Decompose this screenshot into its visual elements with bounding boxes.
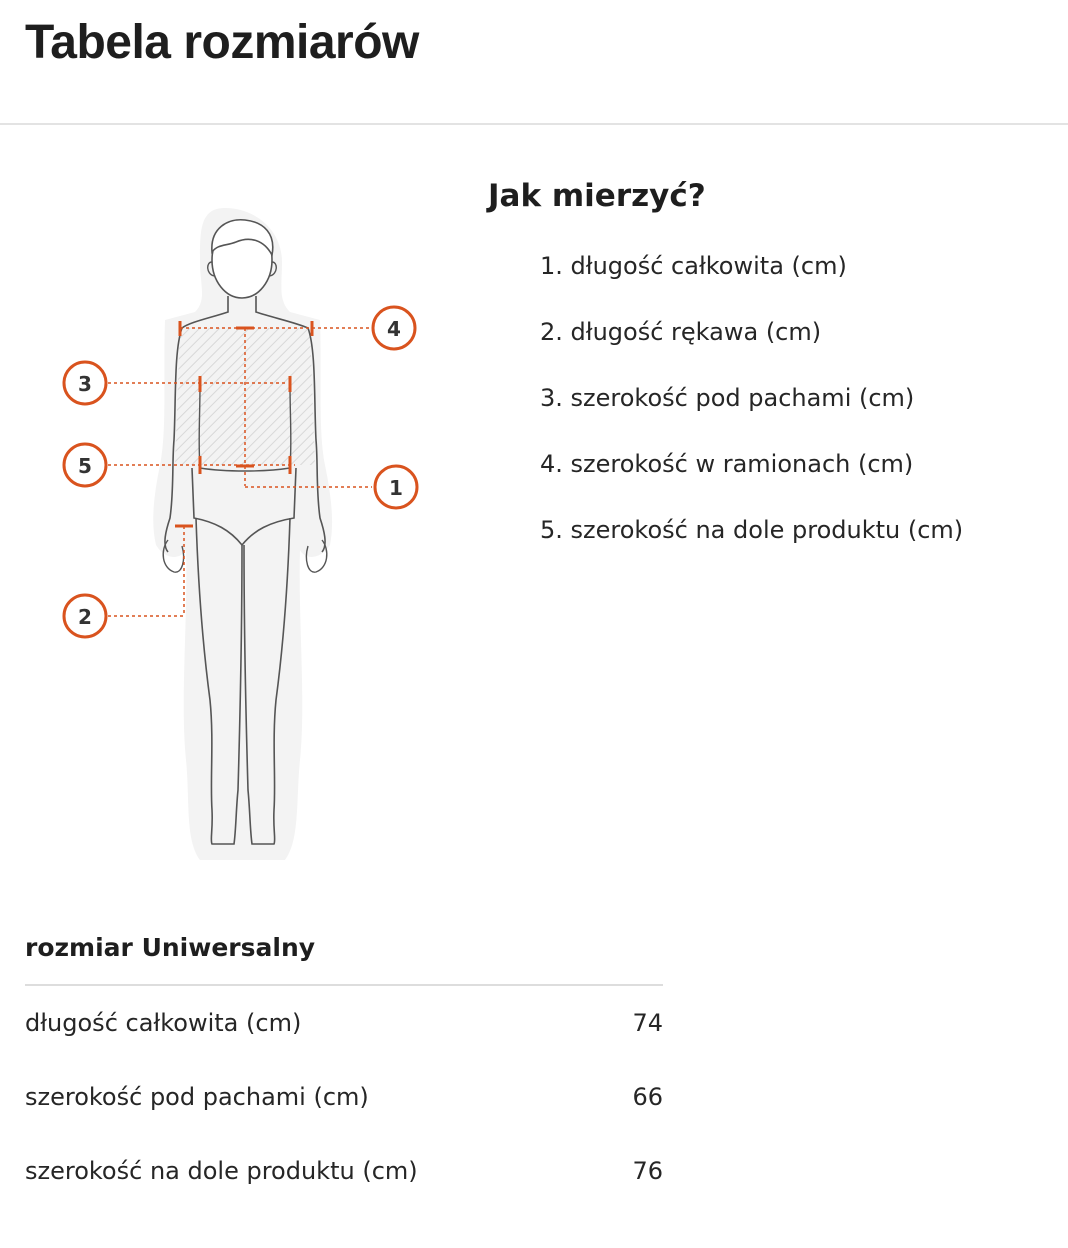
marker-4 <box>373 307 415 349</box>
svg-text:4: 4 <box>387 317 401 341</box>
marker-1 <box>375 466 417 508</box>
row-value: 76 <box>632 1157 663 1185</box>
how-to-measure-item: 4. szerokość w ramionach (cm) <box>540 450 914 478</box>
how-to-measure-title: Jak mierzyć? <box>488 178 706 214</box>
how-to-measure-list <box>540 244 963 574</box>
marker-5 <box>64 444 106 486</box>
how-to-measure-item: 1. długość całkowita (cm) <box>540 252 847 280</box>
how-to-measure-item: 2. długość rękawa (cm) <box>540 318 822 346</box>
svg-text:2: 2 <box>78 605 92 629</box>
row-value: 74 <box>632 1009 663 1037</box>
table-row <box>25 986 663 1060</box>
row-label: szerokość na dole produktu (cm) <box>25 1157 418 1185</box>
size-table-heading: rozmiar Uniwersalny <box>25 933 316 962</box>
how-to-measure-item: 3. szerokość pod pachami (cm) <box>540 384 915 412</box>
table-row <box>25 1060 663 1134</box>
header-divider <box>0 123 1068 125</box>
body-outline-diagram <box>50 200 450 870</box>
row-value: 66 <box>632 1083 663 1111</box>
table-row <box>25 1134 663 1208</box>
row-label: szerokość pod pachami (cm) <box>25 1083 369 1111</box>
page-title: Tabela rozmiarów <box>25 16 419 69</box>
size-table <box>25 986 663 1208</box>
svg-text:5: 5 <box>78 454 92 478</box>
marker-2 <box>64 595 106 637</box>
marker-3 <box>64 362 106 404</box>
svg-text:3: 3 <box>78 372 92 396</box>
how-to-measure-item: 5. szerokość na dole produktu (cm) <box>540 516 964 544</box>
svg-text:1: 1 <box>389 476 403 500</box>
row-label: długość całkowita (cm) <box>25 1009 302 1037</box>
measurement-figure <box>50 200 450 870</box>
figure-shadow <box>153 208 332 860</box>
